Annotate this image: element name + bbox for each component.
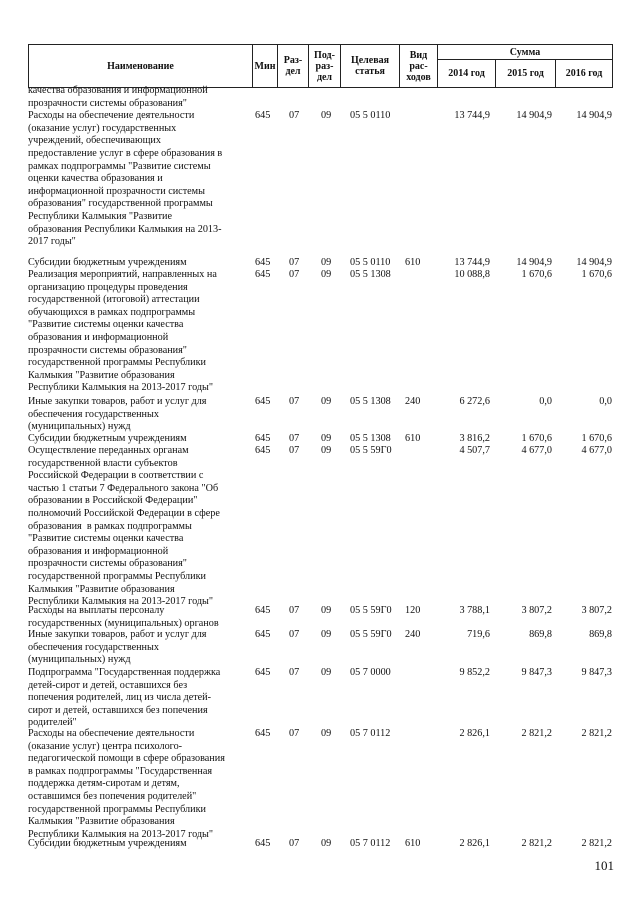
row-v2016: 0,0 [599, 396, 612, 407]
row-name: Подпрограмма "Государственная поддержка детей-сирот и детей, оставшихся без попечения родителей, лиц из числа детей- сирот и детей, оставшихся без попечения родителей" [28, 667, 221, 729]
row-v2014: 13 744,9 [454, 110, 490, 121]
row-razdel: 07 [289, 838, 300, 849]
row-podrazdel: 09 [321, 629, 332, 640]
row-v2016: 869,8 [589, 629, 612, 640]
row-podrazdel: 09 [321, 433, 332, 444]
row-target: 05 5 0110 [350, 110, 391, 121]
row-target: 05 5 1308 [350, 396, 391, 407]
page-number: 101 [594, 858, 614, 873]
row-v2016: 2 821,2 [581, 838, 612, 849]
row-vid: 240 [405, 629, 421, 640]
row-v2016: 9 847,3 [581, 667, 612, 678]
row-v2015: 1 670,6 [521, 269, 552, 280]
row-v2015: 2 821,2 [521, 838, 552, 849]
row-target: 05 7 0112 [350, 838, 391, 849]
row-name: Иные закупки товаров, работ и услуг для обеспечения государственных (муниципальных) нужд [28, 396, 207, 433]
row-podrazdel: 09 [321, 445, 332, 456]
row-v2016: 1 670,6 [581, 433, 612, 444]
row-target: 05 5 59Г0 [350, 629, 392, 640]
row-name: Реализация мероприятий, направленных на организацию процедуры проведения государственной (итоговой) аттестации обучающихся в рамках подпрограммы "Развитие системы оценки качества образования и информационной прозрачности системы образования" государственной программы Республики Калмыкия "Развитие образования Республики Калмыкия на 2013-2017 годы" [28, 269, 217, 394]
row-name: Осуществление переданных органам государственной власти субъектов Российской Федерации в соответствии с частью 1 статьи 7 Федерального закона "Об образовании в Российской Федерации" полномочий Российской Федерации в сфере образования в рамках подпрограммы "Развитие системы оценки качества образования и информационной прозрачности системы образования" государственной программы Республики Калмыкия "Развитие образования Республики Калмыкия на 2013-2017 годы" [28, 445, 220, 608]
row-v2015: 9 847,3 [521, 667, 552, 678]
row-v2014: 10 088,8 [454, 269, 490, 280]
row-vid: 610 [405, 433, 421, 444]
row-v2016: 14 904,9 [576, 257, 612, 268]
row-v2014: 2 826,1 [459, 728, 490, 739]
row-name: качества образования и информационной прозрачности системы образования" Расходы на обеспечение деятельности (оказание услуг) государственных учреждений, обеспечивающих предоставление услуг в сфере образования в рамках подпрограммы "Развитие системы оценки качества образования и информационной прозрачности системы образования" государственной программы Республики Калмыкия "Развитие образования Республики Калмыкия на 2013- 2017 годы" [28, 85, 223, 248]
row-podrazdel: 09 [321, 728, 332, 739]
row-v2016: 2 821,2 [581, 728, 612, 739]
row-min: 645 [255, 605, 271, 616]
col-min-header: Мин [254, 60, 276, 72]
row-target: 05 7 0112 [350, 728, 391, 739]
col-2015-header: 2015 год [507, 68, 544, 79]
row-name: Субсидии бюджетным учреждениям [28, 433, 187, 444]
row-name: Расходы на обеспечение деятельности (оказание услуг) центра психолого- педагогической помощи в сфере образования в рамках подпрограммы "Государственная поддержка детям-сиротам и детям, оставшимся без попечения родителей" государственной программы Республики Калмыкия "Развитие образования Республики Калмыкия на 2013-2017 годы" [28, 728, 225, 840]
row-razdel: 07 [289, 110, 300, 121]
row-vid: 610 [405, 257, 421, 268]
row-min: 645 [255, 629, 271, 640]
row-v2015: 14 904,9 [516, 110, 552, 121]
row-razdel: 07 [289, 433, 300, 444]
row-razdel: 07 [289, 667, 300, 678]
row-target: 05 5 1308 [350, 269, 391, 280]
row-v2016: 1 670,6 [581, 269, 612, 280]
row-razdel: 07 [289, 629, 300, 640]
row-min: 645 [255, 445, 271, 456]
row-razdel: 07 [289, 445, 300, 456]
row-name: Расходы на выплаты персоналу государственных (муниципальных) органов [28, 605, 219, 629]
row-v2014: 4 507,7 [459, 445, 490, 456]
row-v2014: 13 744,9 [454, 257, 490, 268]
row-v2015: 3 807,2 [521, 605, 552, 616]
col-summa-header: Сумма [509, 46, 541, 58]
row-podrazdel: 09 [321, 257, 332, 268]
row-v2016: 3 807,2 [581, 605, 612, 616]
row-v2014: 6 272,6 [459, 396, 490, 407]
row-razdel: 07 [289, 269, 300, 280]
row-v2016: 14 904,9 [576, 110, 612, 121]
row-target: 05 5 1308 [350, 433, 391, 444]
row-podrazdel: 09 [321, 396, 332, 407]
row-vid: 610 [405, 838, 421, 849]
row-v2015: 0,0 [539, 396, 552, 407]
row-min: 645 [255, 257, 271, 268]
row-vid: 120 [405, 605, 421, 616]
row-v2014: 719,6 [467, 629, 490, 640]
row-v2015: 14 904,9 [516, 257, 552, 268]
row-min: 645 [255, 667, 271, 678]
col-razdel-header: Раз- дел [283, 55, 303, 77]
row-min: 645 [255, 269, 271, 280]
row-podrazdel: 09 [321, 667, 332, 678]
col-vid-header: Вид рас- ходов [406, 49, 431, 83]
col-podrazdel-header: Под- раз- дел [314, 49, 335, 83]
col-name-header: Наименование [107, 60, 174, 72]
row-razdel: 07 [289, 396, 300, 407]
row-min: 645 [255, 110, 271, 121]
row-v2014: 3 788,1 [459, 605, 490, 616]
row-razdel: 07 [289, 728, 300, 739]
row-vid: 240 [405, 396, 421, 407]
row-target: 05 7 0000 [350, 667, 391, 678]
row-podrazdel: 09 [321, 605, 332, 616]
row-podrazdel: 09 [321, 838, 332, 849]
row-target: 05 5 59Г0 [350, 445, 392, 456]
row-v2015: 1 670,6 [521, 433, 552, 444]
row-target: 05 5 59Г0 [350, 605, 392, 616]
row-v2014: 3 816,2 [459, 433, 490, 444]
row-podrazdel: 09 [321, 269, 332, 280]
row-v2015: 2 821,2 [521, 728, 552, 739]
row-name: Иные закупки товаров, работ и услуг для обеспечения государственных (муниципальных) нужд [28, 629, 207, 666]
row-min: 645 [255, 396, 271, 407]
row-name: Субсидии бюджетным учреждениям [28, 838, 187, 849]
col-2016-header: 2016 год [565, 68, 603, 79]
row-min: 645 [255, 728, 271, 739]
row-v2015: 4 677,0 [521, 445, 552, 456]
row-razdel: 07 [289, 605, 300, 616]
row-podrazdel: 09 [321, 110, 332, 121]
row-min: 645 [255, 433, 271, 444]
col-2014-header: 2014 год [448, 68, 485, 79]
row-min: 645 [255, 838, 271, 849]
row-razdel: 07 [289, 257, 300, 268]
row-v2014: 9 852,2 [459, 667, 490, 678]
row-v2014: 2 826,1 [459, 838, 490, 849]
row-target: 05 5 0110 [350, 257, 391, 268]
row-v2015: 869,8 [529, 629, 552, 640]
row-name: Субсидии бюджетным учреждениям [28, 257, 187, 268]
col-target-header: Целевая статья [350, 55, 390, 77]
row-v2016: 4 677,0 [581, 445, 612, 456]
